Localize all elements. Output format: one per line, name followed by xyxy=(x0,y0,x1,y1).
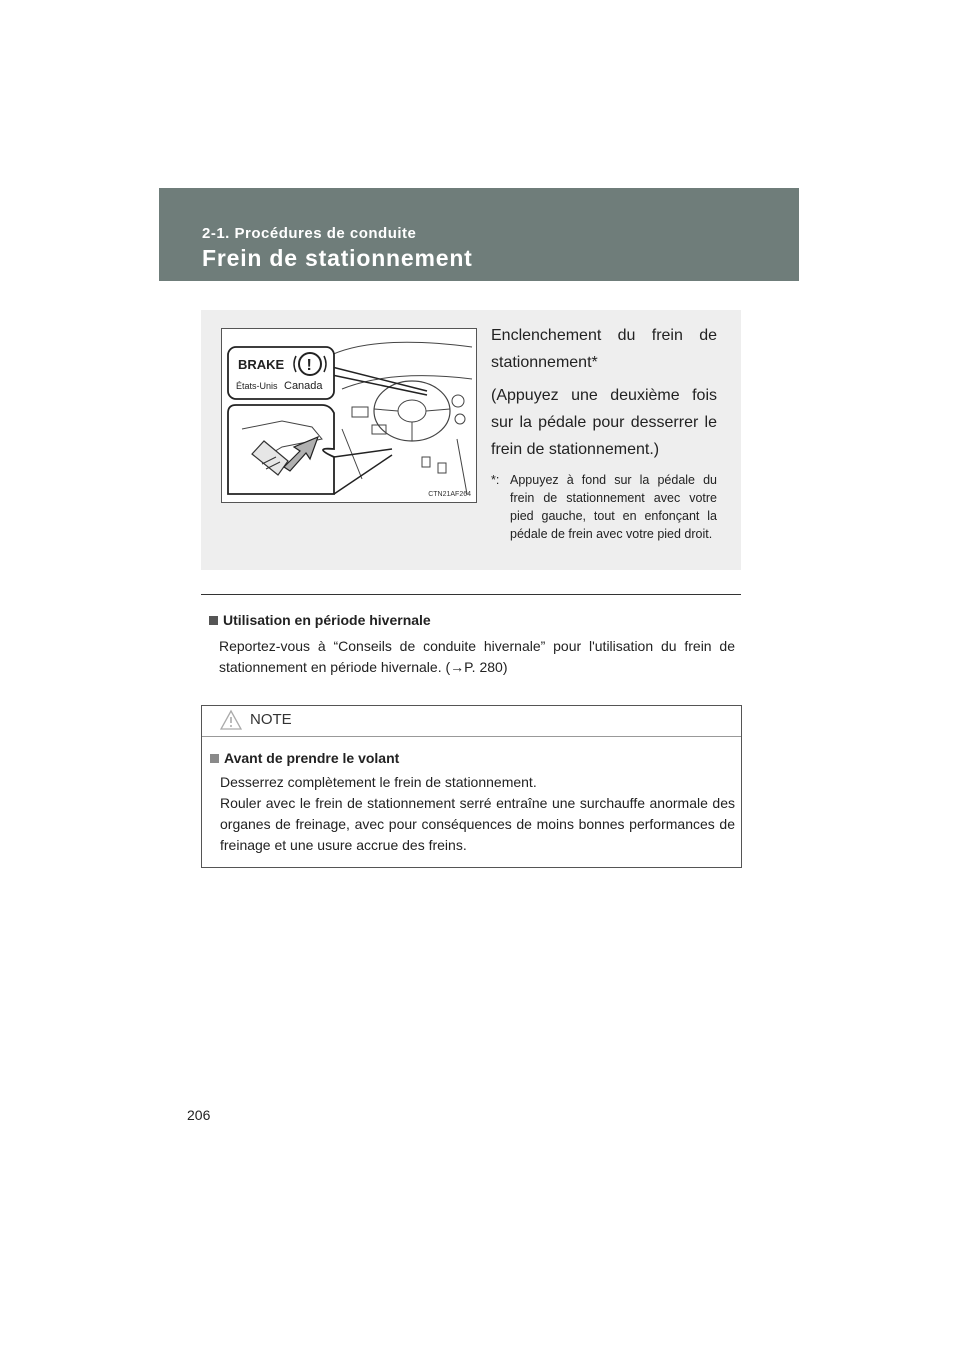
note-line-1: Desserrez complètement le frein de stationnement. xyxy=(220,774,537,790)
parking-brake-illustration xyxy=(221,328,477,503)
note-content xyxy=(210,750,735,856)
note-heading: Avant de prendre le volant xyxy=(224,750,400,766)
illustration-panel xyxy=(201,310,741,570)
instruction-engage: Enclenchement du frein de stationnement* xyxy=(491,327,717,371)
chapter-header-band xyxy=(159,188,799,281)
page-title: Frein de stationnement xyxy=(202,245,473,271)
winter-body: Reportez-vous à “Conseils de conduite hivernale” pour l'utilisation du frein de stationnement en période hivernale. (→P. 280) xyxy=(219,638,735,675)
square-bullet-icon xyxy=(210,754,219,763)
svg-text:!: ! xyxy=(306,357,312,374)
page-number: 206 xyxy=(187,1107,211,1123)
figure-code: CTN21AF264 xyxy=(428,491,471,498)
note-line-2: Rouler avec le frein de stationnement serré entraîne une surchauffe anormale des organes de freinage, avec pour conséquences de moins bonnes performances de freinage et une usure accrue des freins. xyxy=(220,795,735,853)
caution-triangle-icon xyxy=(220,709,242,731)
footnote xyxy=(491,471,717,543)
dashboard-drawing xyxy=(222,329,476,502)
pedal-callout xyxy=(228,405,334,494)
winter-usage-section xyxy=(209,612,735,678)
footnote-mark: *: xyxy=(491,473,500,487)
footnote-text: Appuyez à fond sur la pédale du frein de stationnement avec votre pied gauche, tout en enfonçant la pédale de frein avec votre pied droit. xyxy=(510,473,717,541)
note-label: NOTE xyxy=(250,711,292,728)
brake-text-label: BRAKE xyxy=(238,357,285,372)
winter-heading: Utilisation en période hivernale xyxy=(223,612,431,628)
instruction-release: (Appuyez une deuxième fois sur la pédale pour desserrer le frein de stationnement.) xyxy=(491,387,717,458)
section-label: 2-1. Procédures de conduite xyxy=(202,225,417,242)
note-box xyxy=(201,705,742,868)
label-canada: Canada xyxy=(284,380,323,392)
note-header xyxy=(202,706,741,737)
instructions xyxy=(491,322,717,543)
section-divider xyxy=(201,594,741,595)
label-etats-unis: États-Unis xyxy=(236,381,278,391)
square-bullet-icon xyxy=(209,616,218,625)
